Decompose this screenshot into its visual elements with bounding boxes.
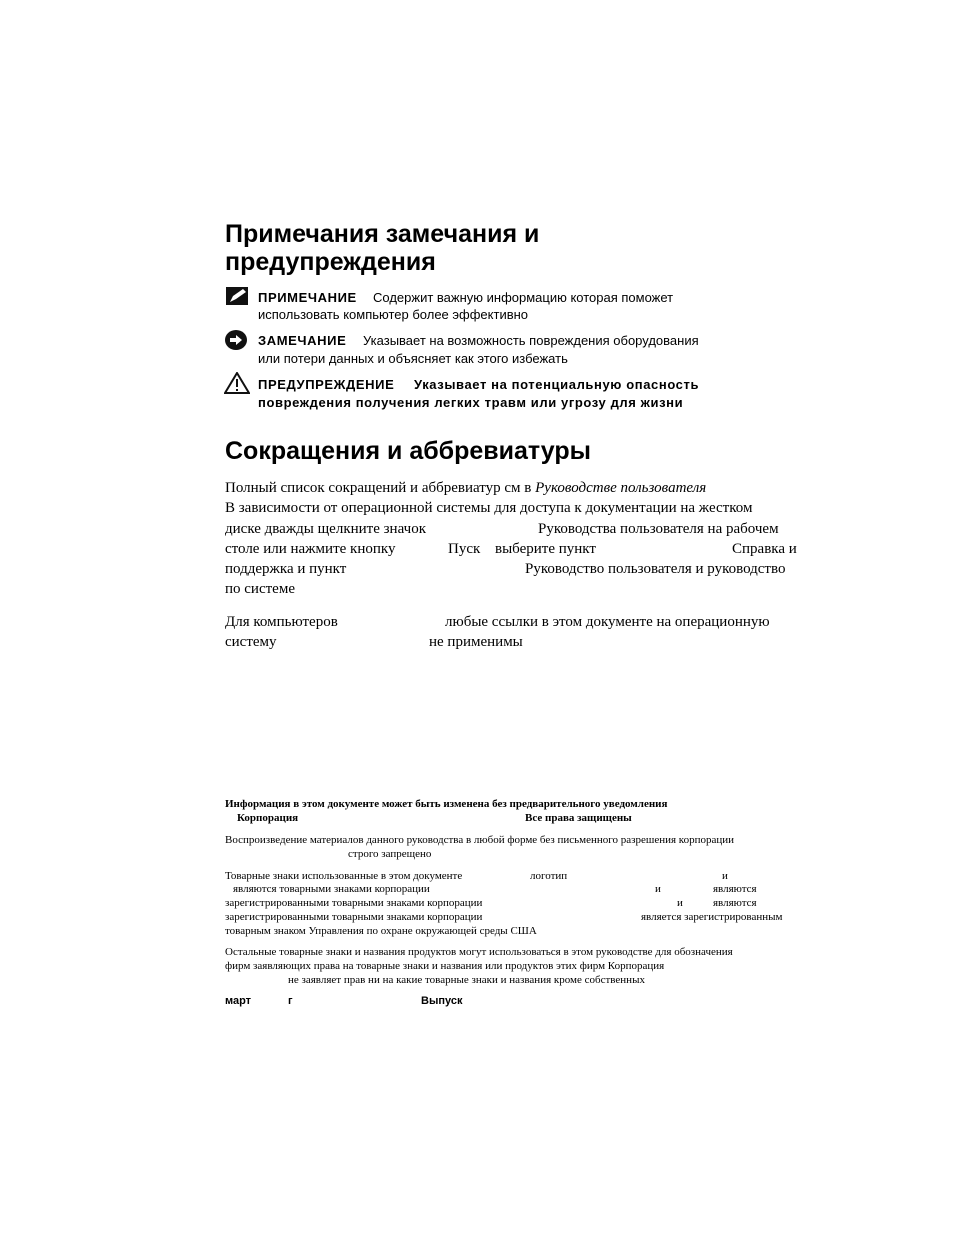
note-text: использовать компьютер более эффективно — [258, 307, 529, 322]
section-heading-notes-cont: предупреждения — [225, 248, 436, 276]
body-text: поддержка и пункт — [225, 561, 347, 577]
other-trademarks: Остальные товарные знаки и названия продуктов могут использоваться в этом руководстве для обозначения — [225, 946, 733, 958]
caution-text: Указывает на возможность повреждения оборудования — [363, 333, 699, 348]
body-text: столе или нажмите кнопку — [225, 541, 396, 557]
body-text: систему — [225, 634, 277, 650]
section-heading-notes: Примечания замечания и — [225, 220, 540, 248]
note-label: ПРИМЕЧАНИЕ — [258, 290, 357, 305]
trademark-text: зарегистрированными товарными знаками корпорации — [225, 911, 483, 923]
body-text: Полный список сокращений и аббревиатур см в Руководстве пользователя — [225, 480, 707, 496]
trademark-text: зарегистрированными товарными знаками корпорации — [225, 897, 483, 909]
trademark-text: логотип — [530, 870, 568, 882]
body-text: выберите пункт — [495, 541, 596, 557]
release-year: г — [288, 995, 293, 1007]
body-text: Руководства пользователя на рабочем — [538, 521, 779, 537]
body-text: Для компьютеров — [225, 614, 338, 630]
copyright-corp: Корпорация — [237, 812, 299, 824]
trademark-text: являются товарными знаками корпорации — [233, 883, 430, 895]
change-notice: Информация в этом документе может быть изменена без предварительного уведомления — [225, 798, 668, 810]
arrow-circle-icon — [225, 330, 247, 350]
trademark-text: и — [655, 883, 661, 895]
body-text: по системе — [225, 581, 295, 597]
body-text: Пуск — [448, 541, 481, 557]
trademark-text: и — [722, 870, 728, 882]
body-text: не применимы — [429, 634, 523, 650]
warning-triangle-icon — [224, 372, 250, 394]
trademark-text: являются — [713, 897, 757, 909]
body-text: Руководство пользователя и руководство — [525, 561, 786, 577]
trademark-text: является зарегистрированным — [641, 911, 783, 923]
body-text: В зависимости от операционной системы для доступа к документации на жестком — [225, 500, 753, 516]
caution-label: ЗАМЕЧАНИЕ — [258, 333, 347, 348]
release-label: Выпуск — [421, 995, 463, 1007]
trademark-text: товарным знаком Управления по охране окружающей среды США — [225, 925, 537, 937]
warning-label: ПРЕДУПРЕЖДЕНИЕ — [258, 377, 395, 392]
pencil-icon — [226, 287, 248, 305]
note-text: Содержит важную информацию которая поможет — [373, 290, 674, 305]
trademark-text: являются — [713, 883, 757, 895]
reproduction-notice: строго запрещено — [348, 848, 432, 860]
section-heading-abbreviations: Сокращения и аббревиатуры — [225, 437, 591, 465]
copyright-rights: Все права защищены — [525, 812, 632, 824]
body-text: любые ссылки в этом документе на операционную — [445, 614, 770, 630]
body-text: Справка и — [732, 541, 797, 557]
caution-text: или потери данных и объясняет как этого избежать — [258, 351, 568, 366]
release-month: март — [225, 995, 252, 1007]
body-text: диске дважды щелкните значок — [225, 521, 426, 537]
warning-text: повреждения получения легких травм или угрозу для жизни — [258, 395, 684, 410]
trademark-text: Товарные знаки использованные в этом документе — [225, 870, 463, 882]
other-trademarks: не заявляет прав ни на какие товарные знаки и названия кроме собственных — [288, 974, 645, 986]
other-trademarks: фирм заявляющих права на товарные знаки и названия или продуктов этих фирм Корпорация — [225, 960, 665, 972]
trademark-text: и — [677, 897, 683, 909]
reproduction-notice: Воспроизведение материалов данного руководства в любой форме без письменного разрешения корпорации — [225, 834, 735, 846]
user-guide-reference: Руководстве пользователя — [535, 480, 707, 496]
warning-text: Указывает на потенциальную опасность — [414, 377, 700, 392]
